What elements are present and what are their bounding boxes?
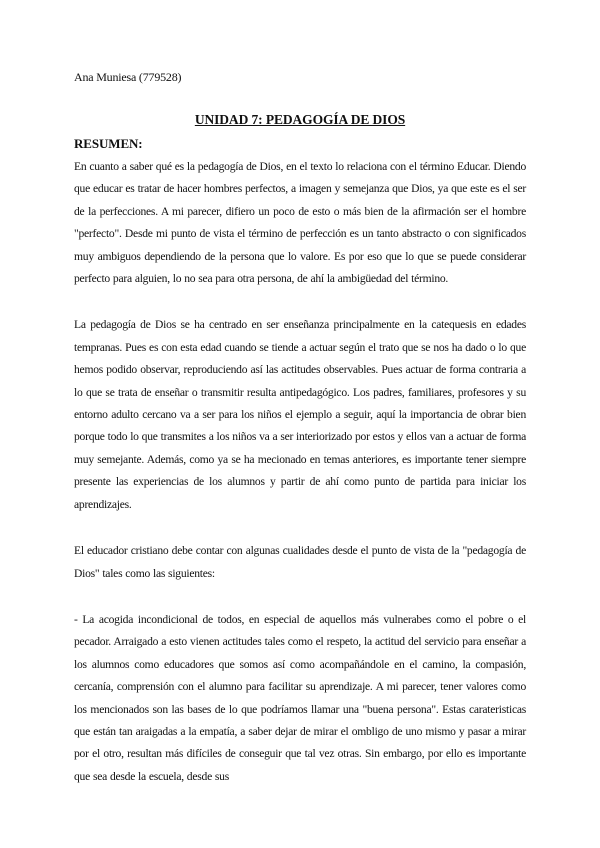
section-heading: RESUMEN: <box>74 136 143 151</box>
paragraph: El educador cristiano debe contar con algunas cualidades desde el punto de vista de la "pedagogía de Dios" tales como las siguientes: <box>74 544 526 580</box>
body-text <box>74 156 526 812</box>
author-line: Ana Muniesa (779528) <box>74 70 182 84</box>
paragraph: La pedagogía de Dios se ha centrado en ser enseñanza principalmente en la catequesis en edades tempranas. Pues es con esta edad cuando se tiende a actuar según el trato que se nos ha dado o lo que hemos podido observar, reproduciendo así las actitudes observables. Pues actuar de forma contraria a lo que se trata de enseñar o transmitir resulta antipedagógico. Los padres, familiares, profesores y su entorno adulto cercano va a ser para los niños el ejemplo a seguir, aquí la importancia de obrar bien porque todo lo que transmites a los niños va a ser interiorizado por estos y ellos van a actuar de forma muy semejante. Además, como ya se ha mecionado en temas anteriores, es importante tener siempre presente las experiencias de los alumnos y partir de ahí como punto de partida para iniciar los aprendizajes. <box>74 318 526 511</box>
paragraph: En cuanto a saber qué es la pedagogía de Dios, en el texto lo relaciona con el término Educar. Diendo que educar es tratar de hacer hombres perfectos, a imagen y semejanza que Dios, ya que este es el ser de la perfecciones. A mi parecer, difiero un poco de esto o más bien de la afirmación ser el hombre "perfecto". Desde mi punto de vista el término de perfección es un tanto abstracto o con significados muy ambiguos dependiendo de la persona que lo valore. Es por eso que lo que se puede considerar perfecto para alguien, lo no sea para otra persona, de ahí la ambigüedad del término. <box>74 160 526 286</box>
paragraph: - La acogida incondicional de todos, en especial de aquellos más vulnerabes como el pobre o el pecador. Arraigado a esto vienen actitudes tales como el respeto, la actitud del servicio para enseñar a los alumnos como educadores que somos así como acompañándole en el camino, la compasión, cercanía, comprensión con el alumno para facilitar su aprendizaje. A mi parecer, tener valores como los mencionados son las bases de lo que podríamos llamar una "buena persona". Estas carateristicas que están tan araigadas a la empatía, a saber dejar de mirar el ombligo de uno mismo y pasar a mirar por el otro, resultan más difíciles de conseguir que tal vez otras. Sin embargo, por ello es importante que sea desde la escuela, desde sus <box>74 612 526 783</box>
document-title: UNIDAD 7: PEDAGOGÍA DE DIOS <box>194 112 406 127</box>
